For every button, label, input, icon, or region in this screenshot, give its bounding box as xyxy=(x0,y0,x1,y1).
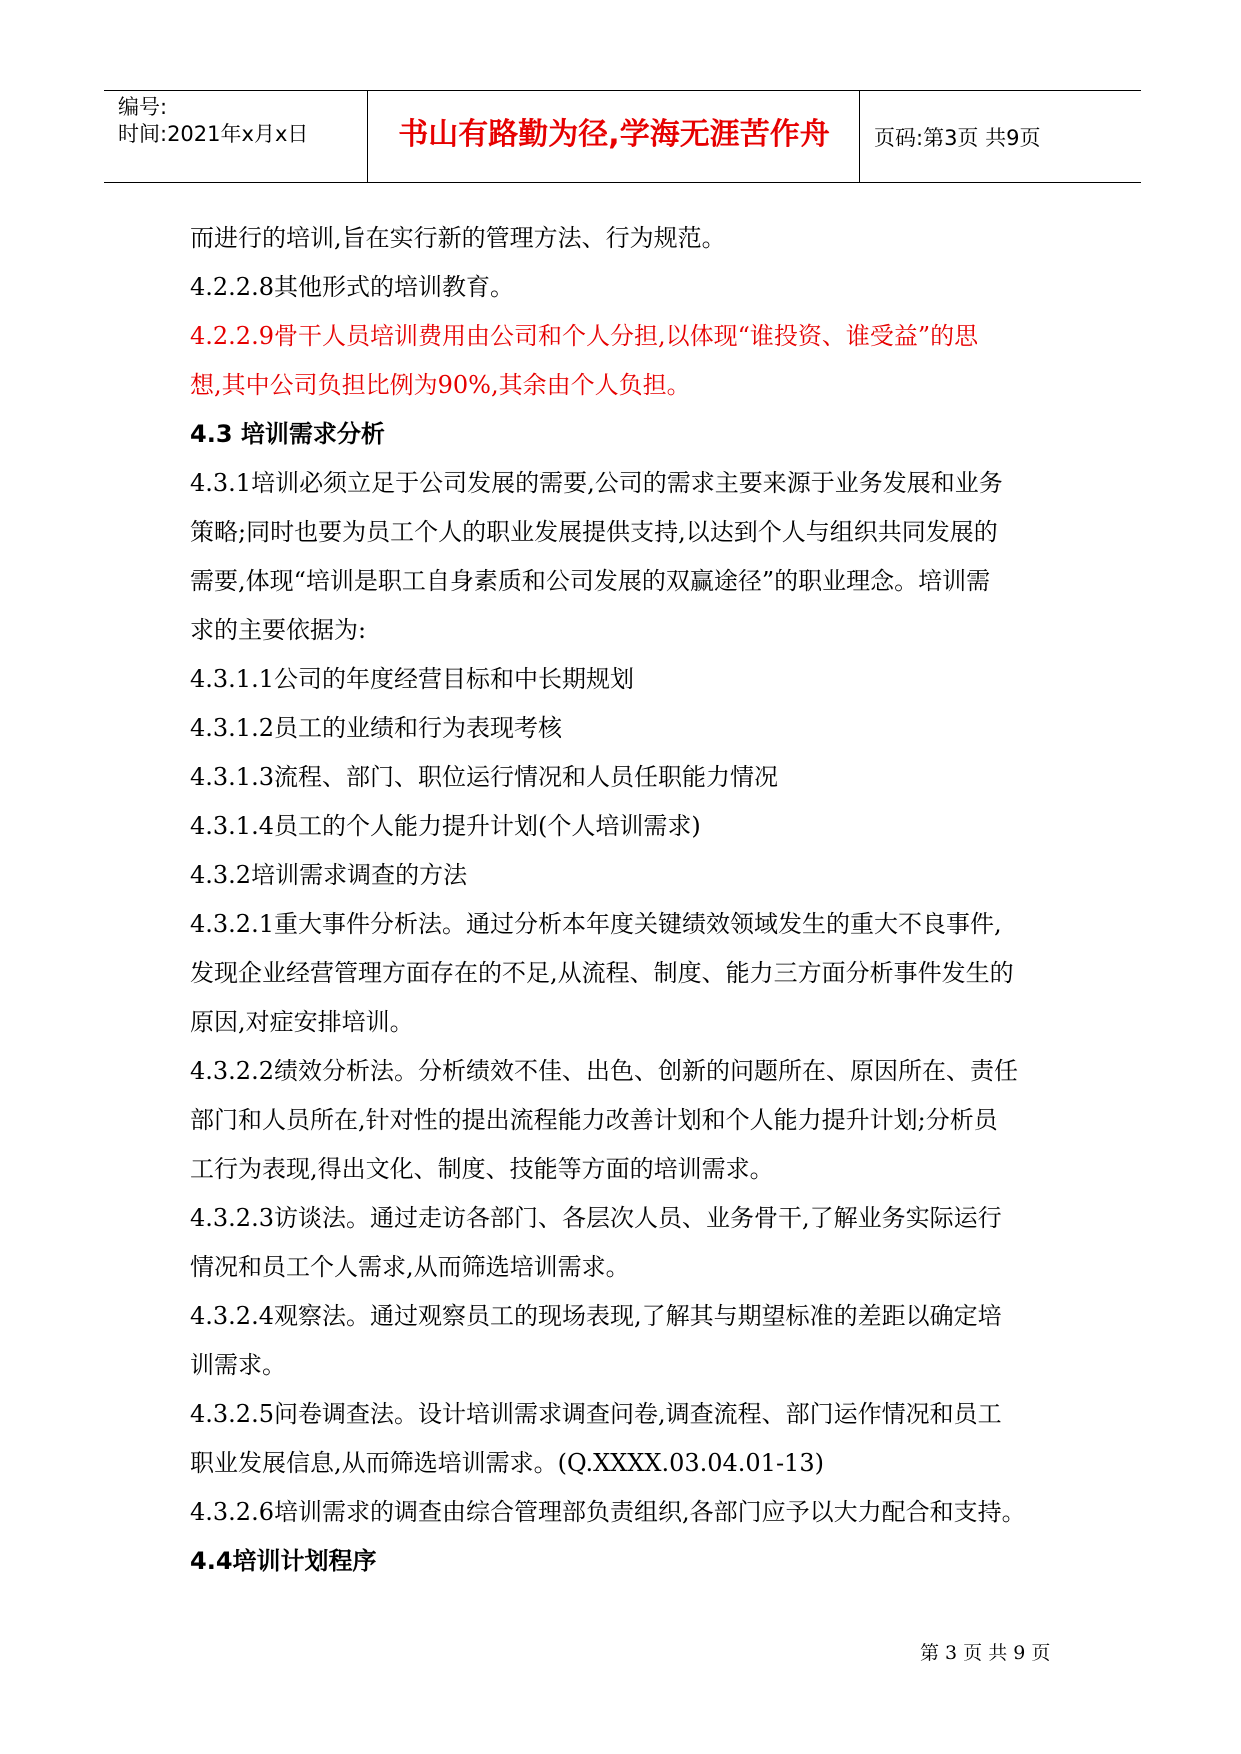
paragraph-line: 4.3.1.4员工的个人能力提升计划(个人培训需求) xyxy=(190,812,701,840)
paragraph-line: 训需求。 xyxy=(190,1351,286,1379)
paragraph-line: 情况和员工个人需求,从而筛选培训需求。 xyxy=(190,1253,630,1281)
paragraph-line: 4.2.2.8其他形式的培训教育。 xyxy=(190,273,514,301)
paragraph-line: 4.3.1.1公司的年度经营目标和中长期规划 xyxy=(190,665,634,693)
header-number-label: 编号: xyxy=(118,95,168,119)
paragraph-line: 4.3.2培训需求调查的方法 xyxy=(190,861,468,889)
paragraph-line: 原因,对症安排培训。 xyxy=(190,1008,414,1036)
paragraph-line: 4.3.1.2员工的业绩和行为表现考核 xyxy=(190,714,562,742)
paragraph-line: 想,其中公司负担比例为90%,其余由个人负担。 xyxy=(190,371,691,399)
paragraph-line: 发现企业经营管理方面存在的不足,从流程、制度、能力三方面分析事件发生的 xyxy=(190,959,1014,987)
page-footer: 第 3 页 共 9 页 xyxy=(920,1642,1051,1664)
paragraph-line: 4.3.2.4观察法。通过观察员工的现场表现,了解其与期望标准的差距以确定培 xyxy=(190,1302,1002,1330)
header-divider-right xyxy=(859,91,860,182)
header-divider-left xyxy=(367,91,368,182)
section-heading: 4.4培训计划程序 xyxy=(190,1547,377,1575)
document-body xyxy=(190,214,1062,1586)
paragraph-line: 策略;同时也要为员工个人的职业发展提供支持,以达到个人与组织共同发展的 xyxy=(190,518,998,546)
page-header xyxy=(104,90,1141,183)
paragraph-line: 4.2.2.9骨干人员培训费用由公司和个人分担,以体现“谁投资、谁受益”的思 xyxy=(190,322,979,350)
section-heading: 4.3 培训需求分析 xyxy=(190,420,385,448)
header-time-label: 时间:2021年x月x日 xyxy=(118,122,309,146)
header-motto: 书山有路勤为径,学海无涯苦作舟 xyxy=(398,117,830,152)
paragraph-line: 4.3.1.3流程、部门、职位运行情况和人员任职能力情况 xyxy=(190,763,778,791)
paragraph-line: 4.3.1培训必须立足于公司发展的需要,公司的需求主要来源于业务发展和业务 xyxy=(190,469,1003,497)
paragraph-line: 需要,体现“培训是职工自身素质和公司发展的双赢途径”的职业理念。培训需 xyxy=(190,567,991,595)
paragraph-line: 4.3.2.5问卷调查法。设计培训需求调查问卷,调查流程、部门运作情况和员工 xyxy=(190,1400,1002,1428)
paragraph-line: 4.3.2.3访谈法。通过走访各部门、各层次人员、业务骨干,了解业务实际运行 xyxy=(190,1204,1002,1232)
paragraph-line: 4.3.2.2绩效分析法。分析绩效不佳、出色、创新的问题所在、原因所在、责任 xyxy=(190,1057,1018,1085)
paragraph-line: 求的主要依据为: xyxy=(190,616,367,644)
paragraph-line: 4.3.2.1重大事件分析法。通过分析本年度关键绩效领域发生的重大不良事件, xyxy=(190,910,1002,938)
paragraph-line: 而进行的培训,旨在实行新的管理方法、行为规范。 xyxy=(190,224,726,252)
paragraph-line: 4.3.2.6培训需求的调查由综合管理部负责组织,各部门应予以大力配合和支持。 xyxy=(190,1498,1026,1526)
paragraph-line: 工行为表现,得出文化、制度、技能等方面的培训需求。 xyxy=(190,1155,774,1183)
paragraph-line: 职业发展信息,从而筛选培训需求。(Q.XXXX.03.04.01-13) xyxy=(190,1449,824,1477)
paragraph-line: 部门和人员所在,针对性的提出流程能力改善计划和个人能力提升计划;分析员 xyxy=(190,1106,998,1134)
header-page-label: 页码:第3页 共9页 xyxy=(874,126,1041,150)
